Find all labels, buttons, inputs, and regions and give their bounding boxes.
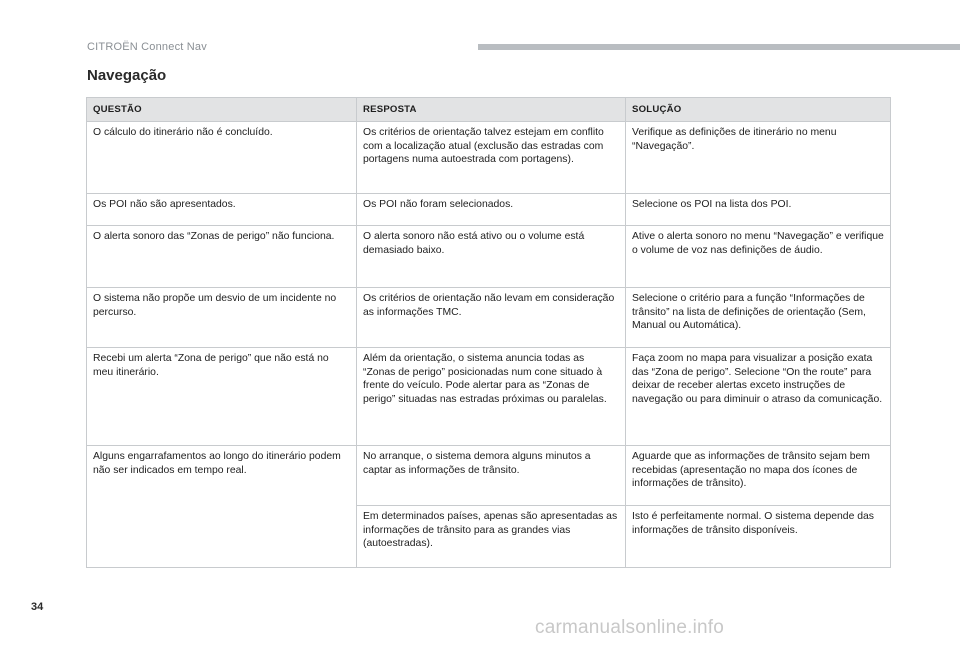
solution-cell: Selecione o critério para a função “Informações de trânsito” na lista de definições de orientação (Sem, Manual ou Automática).: [626, 288, 891, 348]
solution-cell: Selecione os POI na lista dos POI.: [626, 194, 891, 226]
answer-cell: Os critérios de orientação talvez estejam em conflito com a localização atual (exclusão das estradas com portagens numa autoestrada com portagens).: [357, 122, 626, 194]
table-row: [87, 194, 891, 226]
question-cell: Os POI não são apresentados.: [87, 194, 357, 226]
question-cell: O alerta sonoro das “Zonas de perigo” não funciona.: [87, 226, 357, 288]
solution-cell: Aguarde que as informações de trânsito sejam bem recebidas (apresentação no mapa dos ícones de informações de trânsito).: [626, 446, 891, 506]
question-cell: O sistema não propõe um desvio de um incidente no percurso.: [87, 288, 357, 348]
header-divider-bar: [478, 44, 960, 50]
question-cell: Recebi um alerta “Zona de perigo” que não está no meu itinerário.: [87, 348, 357, 446]
table-row: [87, 348, 891, 446]
table-row: [87, 122, 891, 194]
table-header-row: [87, 98, 891, 122]
answer-cell: Os POI não foram selecionados.: [357, 194, 626, 226]
solution-cell: Ative o alerta sonoro no menu “Navegação” e verifique o volume de voz nas definições de áudio.: [626, 226, 891, 288]
page-number: 34: [31, 601, 44, 613]
troubleshooting-table: [86, 97, 891, 568]
answer-cell: No arranque, o sistema demora alguns minutos a captar as informações de trânsito.: [357, 446, 626, 506]
section-title: Navegação: [87, 67, 167, 84]
answer-cell: O alerta sonoro não está ativo ou o volume está demasiado baixo.: [357, 226, 626, 288]
column-header-answer: RESPOSTA: [357, 98, 626, 122]
question-cell: O cálculo do itinerário não é concluído.: [87, 122, 357, 194]
answer-cell: Os critérios de orientação não levam em consideração as informações TMC.: [357, 288, 626, 348]
solution-cell: Isto é perfeitamente normal. O sistema depende das informações de trânsito disponíveis.: [626, 506, 891, 568]
solution-cell: Faça zoom no mapa para visualizar a posição exata das “Zona de perigo”. Selecione “On the route” para deixar de receber alertas exceto instruções de navegação ou para diminuir o atraso da comunicação.: [626, 348, 891, 446]
table-row: [87, 288, 891, 348]
answer-cell: Em determinados países, apenas são apresentadas as informações de trânsito para as grandes vias (autoestradas).: [357, 506, 626, 568]
table-row: [87, 226, 891, 288]
watermark-text: carmanualsonline.info: [535, 617, 725, 638]
column-header-question: QUESTÃO: [87, 98, 357, 122]
table-row: [87, 446, 891, 506]
answer-cell: Além da orientação, o sistema anuncia todas as “Zonas de perigo” posicionadas num cone situado à frente do veículo. Pode alertar para as “Zonas de perigo” situadas nas estradas próximas ou paralelas.: [357, 348, 626, 446]
solution-cell: Verifique as definições de itinerário no menu “Navegação”.: [626, 122, 891, 194]
question-cell: Alguns engarrafamentos ao longo do itinerário podem não ser indicados em tempo real.: [87, 446, 357, 568]
document-brand-title: CITROËN Connect Nav: [87, 41, 207, 53]
column-header-solution: SOLUÇÃO: [626, 98, 891, 122]
